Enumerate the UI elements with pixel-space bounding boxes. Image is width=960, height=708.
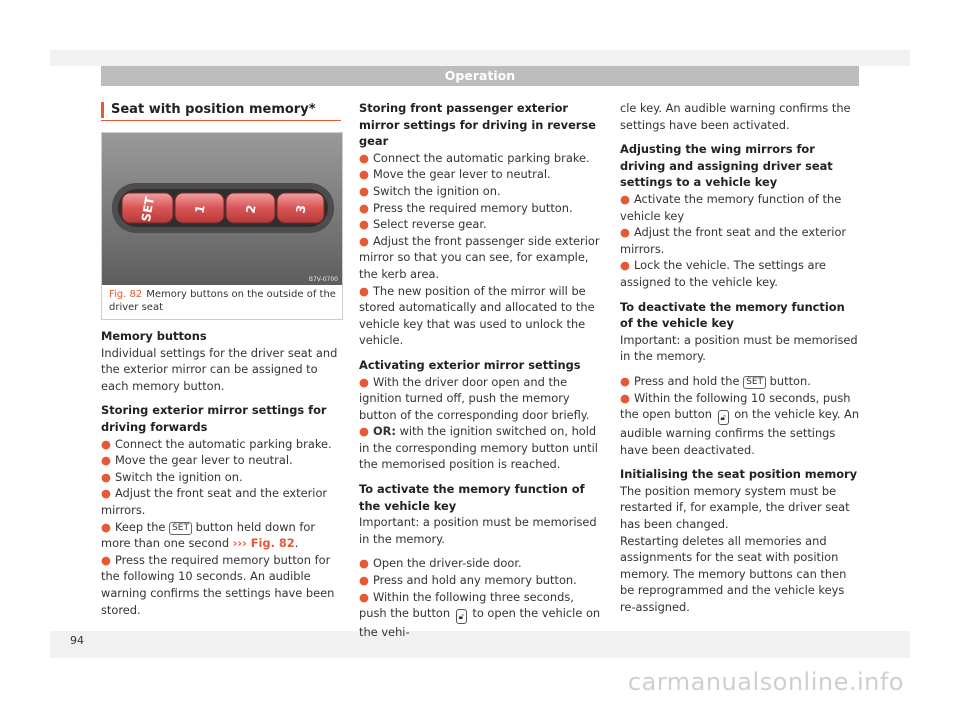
paragraph-memory-buttons: Individual settings for the driver seat and the exterior mirror can be assigned to each memory button. [101, 345, 338, 393]
bullet-icon: ● [101, 519, 111, 534]
paragraph-important: Important: a position must be memorised in the memory. [359, 515, 597, 546]
paragraph-continued: cle key. An audible warning confirms the settings have been activated. [620, 101, 851, 132]
bullet-icon: ● [359, 589, 369, 604]
heading-initialise: Initialising the seat position memory [620, 467, 858, 482]
section-rule [101, 120, 341, 121]
bullet-icon: ● [620, 258, 630, 273]
list-item: ● With the driver door open and the ignition turned off, push the memory button of the corresponding door briefly. [359, 374, 590, 422]
list-item: ● Within the following three seconds, push the button 🔓︎ to open the vehicle on the vehi- [359, 589, 601, 640]
bullet-icon: ● [359, 573, 369, 588]
list-item: ● Move the gear lever to neutral. [359, 167, 551, 182]
set-key-icon: SET [743, 376, 766, 389]
figure-caption [109, 288, 337, 314]
chapter-header: Operation [101, 66, 859, 86]
column-3 [620, 100, 860, 616]
column-2 [359, 100, 603, 641]
page-number: 94 [70, 634, 84, 647]
heading-activate-mirror: Activating exterior mirror settings [359, 357, 581, 372]
list-item: ● Select reverse gear. [359, 217, 487, 232]
figure-reference-link[interactable]: ››› Fig. 82 [232, 536, 295, 551]
list-item: ● OR: with the ignition switched on, hold in the corresponding memory button until the memorised position is reached. [359, 424, 598, 472]
list-item: ● Within the following 10 seconds, push the open button 🔓︎ on the vehicle key. An audible warning confirms the settings have been deactivated. [620, 390, 860, 457]
list-item: ● Move the gear lever to neutral. [101, 453, 293, 468]
section-title: Seat with position memory* [101, 102, 351, 118]
bullet-icon: ● [101, 486, 111, 501]
list-item: ● Press the required memory button. [359, 200, 573, 215]
list-item: ● Switch the ignition on. [101, 469, 243, 484]
button-2-label: 2 [243, 203, 259, 215]
bullet-icon: ● [359, 200, 369, 215]
figure-82 [101, 132, 343, 320]
bullet-icon: ● [359, 217, 369, 232]
paragraph-init-1: The position memory system must be restarted if, for example, the driver seat has been changed. [620, 483, 850, 532]
heading-adjust-wing-mirrors: Adjusting the wing mirrors for driving and assigning driver seat settings to a vehicle key [620, 142, 833, 190]
list-item: ● Switch the ignition on. [359, 183, 501, 198]
list-item: ● Activate the memory function of the vehicle key [620, 191, 842, 223]
memory-buttons-photo [102, 133, 342, 285]
bullet-icon: ● [620, 373, 630, 388]
bullet-icon: ● [359, 233, 369, 248]
bullet-icon: ● [359, 150, 369, 165]
list-item: ● Connect the automatic parking brake. [101, 436, 332, 451]
figure-code: B7V-0700 [308, 276, 338, 283]
paragraph-important: Important: a position must be memorised in the memory. [620, 332, 858, 364]
list-item: ● Adjust the front seat and the exterior mirrors. [101, 486, 328, 517]
list-item: ● Adjust the front passenger side exterior mirror so that you can see, for example, the kerb area. [359, 233, 600, 281]
bullet-icon: ● [620, 191, 630, 206]
set-key-icon: SET [169, 522, 192, 535]
heading-activate-key: To activate the memory function of the vehicle key [359, 482, 585, 513]
heading-deactivate-key: To deactivate the memory function of the vehicle key [620, 299, 845, 331]
unlock-key-icon: 🔓︎ [456, 609, 467, 624]
button-1-label: 1 [192, 203, 208, 215]
figure-caption-text: Memory buttons on the outside of the driver seat [109, 289, 336, 313]
column-1 [101, 328, 341, 618]
bullet-icon: ● [359, 167, 369, 182]
list-item: ● Press and hold the SET button. [620, 373, 811, 388]
set-button-label: SET [138, 195, 158, 223]
bullet-icon: ● [101, 469, 111, 484]
list-item: ● Connect the automatic parking brake. [359, 150, 590, 165]
bullet-icon: ● [101, 453, 111, 468]
heading-store-reverse: Storing front passenger exterior mirror settings for driving in reverse gear [359, 101, 596, 149]
bullet-icon: ● [101, 436, 111, 451]
watermark: carmanualsonline.info [627, 668, 904, 696]
list-item: ● Lock the vehicle. The settings are assigned to the vehicle key. [620, 258, 826, 289]
list-item: ● Keep the SET button held down for more than one second ››› Fig. 82. [101, 519, 316, 551]
figure-label: Fig. 82 [109, 289, 143, 300]
paragraph-init-2: Restarting deletes all memories and assignments for the seat with position memory. The memory buttons can then be reprogrammed and the vehicle keys re-assigned. [620, 533, 847, 615]
bullet-icon: ● [620, 390, 630, 405]
bullet-icon: ● [101, 552, 111, 567]
heading-store-forward: Storing exterior mirror settings for driving forwards [101, 403, 327, 434]
bullet-icon: ● [620, 225, 630, 240]
list-item: ● Adjust the front seat and the exterior mirrors. [620, 225, 847, 256]
unlock-key-icon: 🔓︎ [718, 410, 729, 425]
bullet-icon: ● [359, 424, 369, 439]
list-item: ● Press the required memory button for the following 10 seconds. An audible warning confirms the settings have been stored. [101, 552, 335, 617]
bullet-icon: ● [359, 374, 369, 389]
button-3-label: 3 [293, 203, 309, 215]
list-item: ● Open the driver-side door. [359, 556, 522, 571]
list-item: ● Press and hold any memory button. [359, 573, 577, 588]
list-item: ● The new position of the mirror will be stored automatically and allocated to the vehicle key that was used to unlock the vehicle. [359, 283, 595, 348]
heading-memory-buttons: Memory buttons [101, 329, 207, 343]
bullet-icon: ● [359, 183, 369, 198]
bullet-icon: ● [359, 283, 369, 298]
bullet-icon: ● [359, 556, 369, 571]
